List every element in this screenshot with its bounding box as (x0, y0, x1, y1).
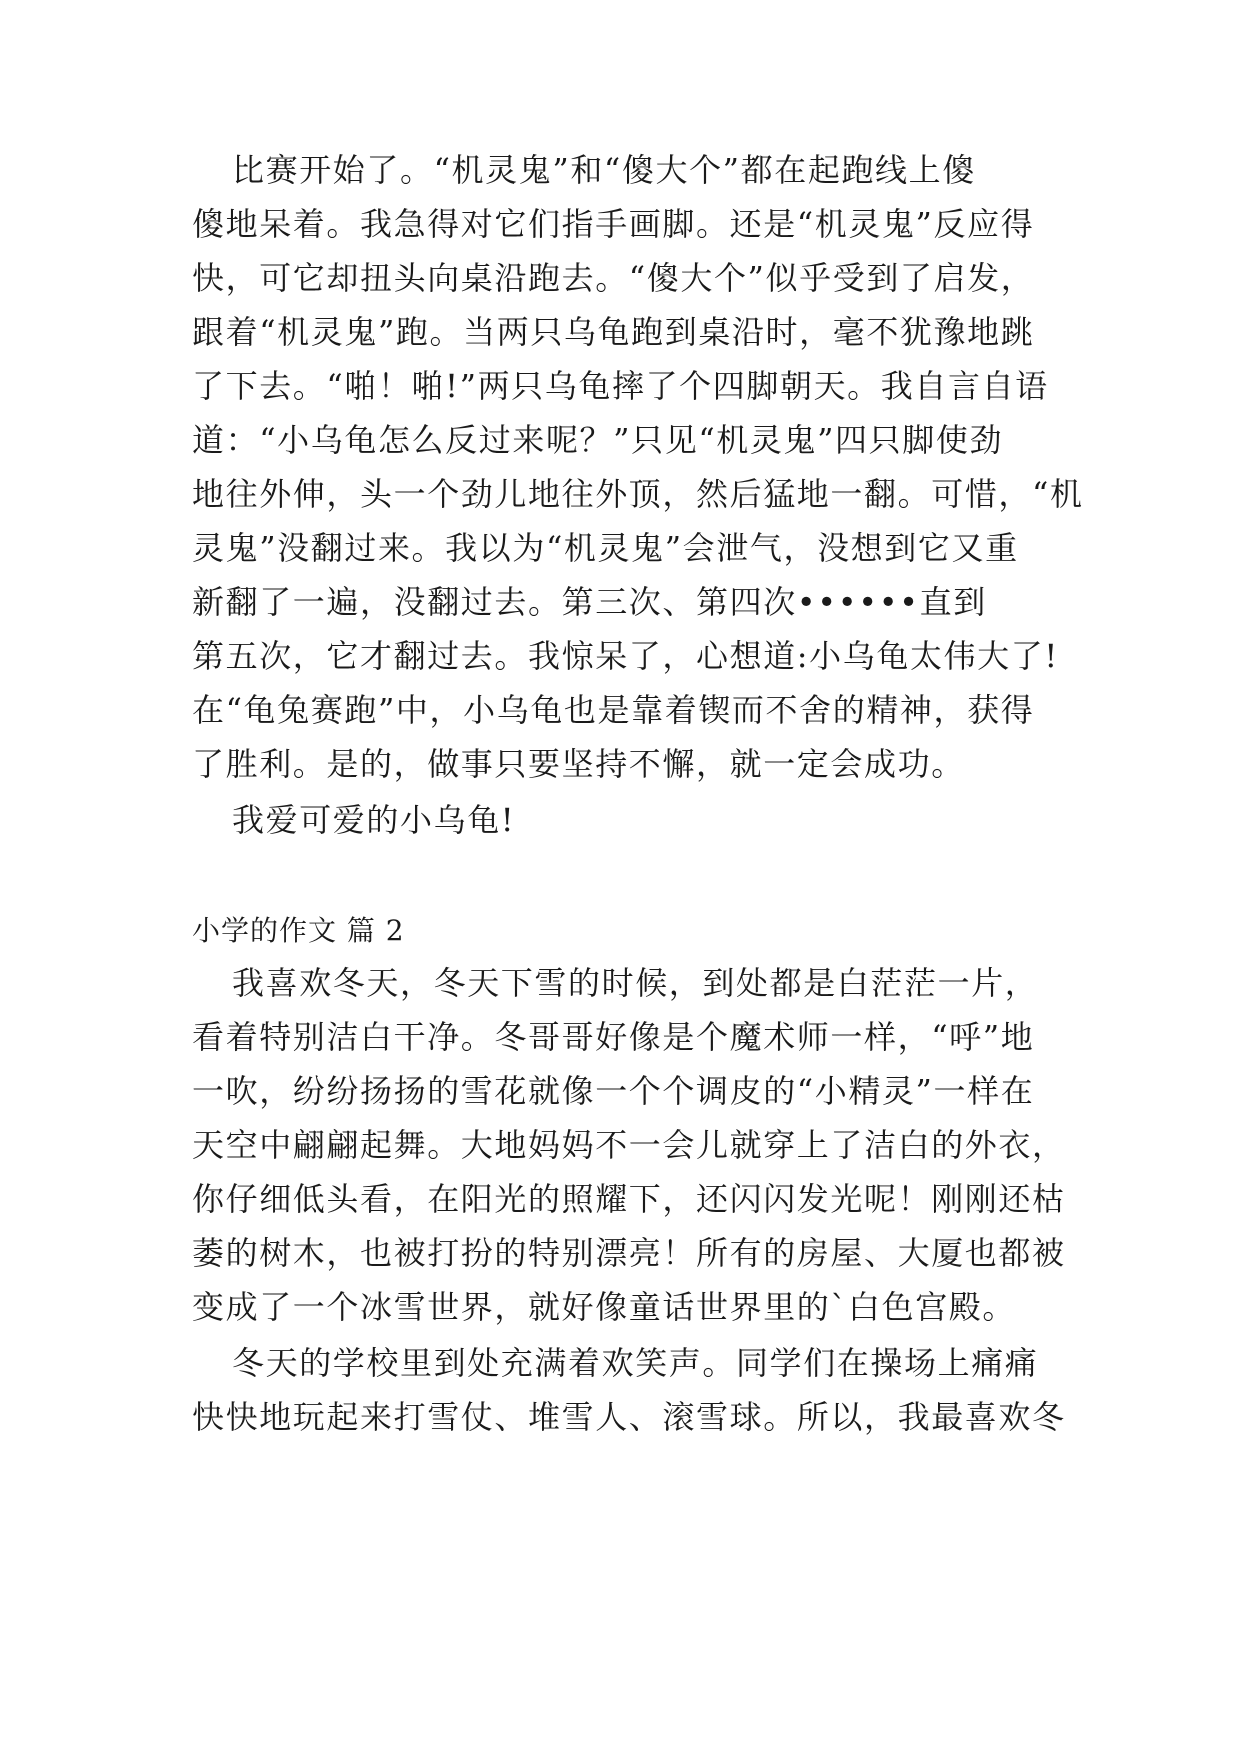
section-heading: 小学的作文 篇 2 (192, 914, 405, 947)
paragraph-line: 我喜欢冬天，冬天下雪的时候，到处都是白茫茫一片， (232, 964, 1039, 1002)
paragraph-line: 了胜利。是的，做事只要坚持不懈，就一定会成功。 (192, 745, 965, 783)
paragraph-line: 我爱可爱的小乌龟! (232, 801, 516, 839)
paragraph-line: 快快地玩起来打雪仗、堆雪人、滚雪球。所以，我最喜欢冬 (192, 1398, 1066, 1436)
paragraph-line: 你仔细低头看，在阳光的照耀下，还闪闪发光呢！刚刚还枯 (192, 1180, 1066, 1218)
paragraph-line: 地往外伸，头一个劲儿地往外顶，然后猛地一翻。可惜，“机 (192, 475, 1084, 513)
paragraph-line: 新翻了一遍，没翻过去。第三次、第四次••••••直到 (192, 583, 987, 621)
paragraph-line: 比赛开始了。“机灵鬼”和“傻大个”都在起跑线上傻 (232, 151, 976, 189)
paragraph-line: 一吹，纷纷扬扬的雪花就像一个个调皮的“小精灵”一样在 (192, 1072, 1035, 1110)
paragraph-line: 冬天的学校里到处充满着欢笑声。同学们在操场上痛痛 (232, 1344, 1039, 1382)
paragraph-line: 天空中翩翩起舞。大地妈妈不一会儿就穿上了洁白的外衣， (192, 1126, 1066, 1164)
paragraph-line: 灵鬼”没翻过来。我以为“机灵鬼”会泄气，没想到它又重 (192, 529, 1019, 567)
paragraph-line: 了下去。“啪！啪!”两只乌龟摔了个四脚朝天。我自言自语 (192, 367, 1049, 405)
paragraph-line: 道：“小乌龟怎么反过来呢？”只见“机灵鬼”四只脚使劲 (192, 421, 1004, 459)
paragraph-line: 第五次，它才翻过去。我惊呆了，心想道:小乌龟太伟大了! (192, 637, 1059, 675)
paragraph-line: 变成了一个冰雪世界，就好像童话世界里的`白色宫殿。 (192, 1288, 1017, 1326)
paragraph-line: 跟着“机灵鬼”跑。当两只乌龟跑到桌沿时，毫不犹豫地跳 (192, 313, 1035, 351)
paragraph-line: 萎的树木，也被打扮的特别漂亮！所有的房屋、大厦也都被 (192, 1234, 1066, 1272)
paragraph-line: 快，可它却扭头向桌沿跑去。“傻大个”似乎受到了启发， (192, 259, 1035, 297)
paragraph-line: 看着特别洁白干净。冬哥哥好像是个魔术师一样，“呼”地 (192, 1018, 1035, 1056)
paragraph-line: 傻地呆着。我急得对它们指手画脚。还是“机灵鬼”反应得 (192, 205, 1035, 243)
paragraph-line: 在“龟兔赛跑”中，小乌龟也是靠着锲而不舍的精神，获得 (192, 691, 1035, 729)
